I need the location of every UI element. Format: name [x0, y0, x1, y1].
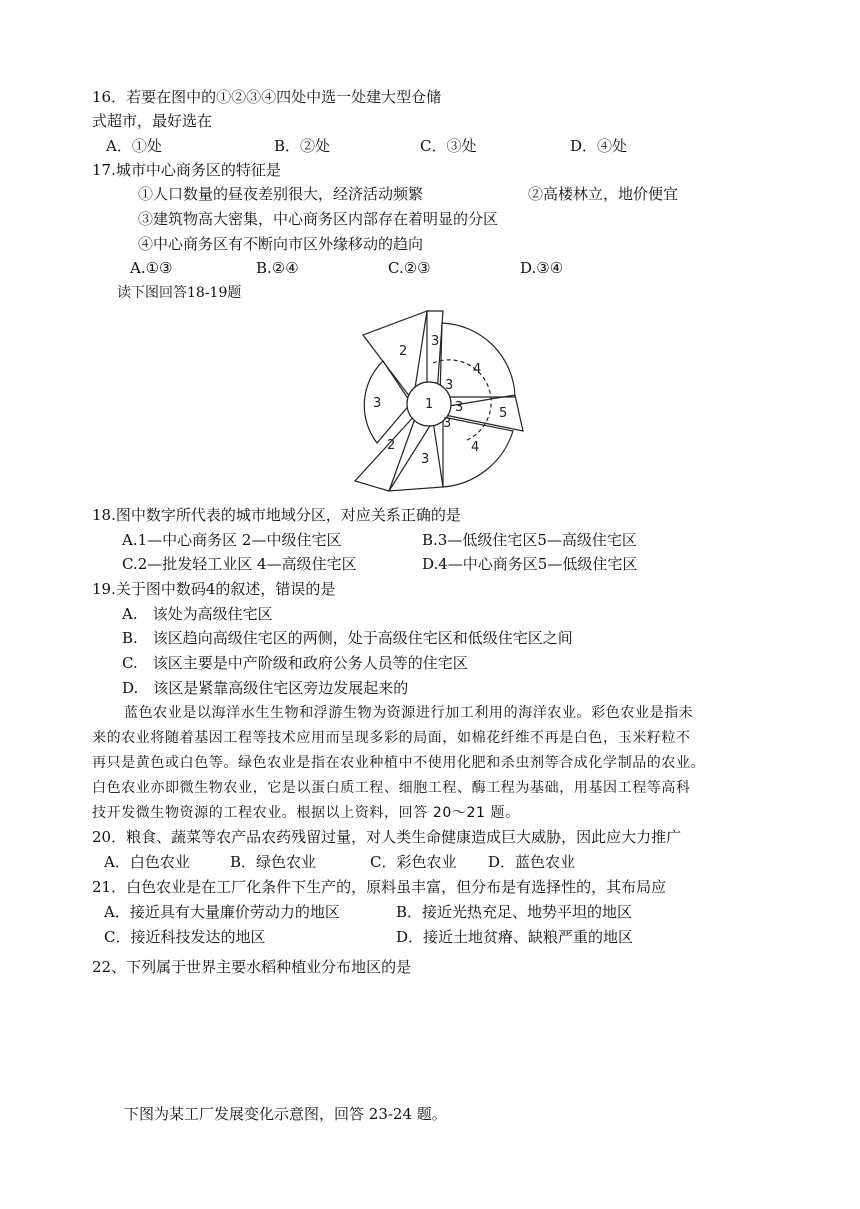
q20-option-b: B．绿色农业 [230, 853, 317, 871]
q17-option-d: D.③④ [520, 259, 564, 277]
q21-option-d: D．接近土地贫瘠、缺粮严重的地区 [396, 928, 634, 946]
q16-option-d: D．④处 [570, 137, 628, 155]
q21-option-b: B．接近光热充足、地势平坦的地区 [396, 903, 633, 921]
passage-line-2: 来的农业将随着基因工程等技术应用而呈现多彩的局面，如棉花纤维不再是白色，玉米籽粒不 [92, 730, 691, 746]
label-5: 5 [499, 406, 508, 421]
q16-option-c: C．③处 [420, 137, 477, 155]
label-3-top: 3 [431, 334, 440, 349]
q22-stem: 22、下列属于世界主要水稻种植业分布地区的是 [92, 958, 412, 976]
q17-item-4: ④中心商务区有不断向市区外缘移动的趋向 [138, 235, 424, 253]
label-3-inner-right: 3 [455, 400, 464, 415]
q21-option-c: C．接近科技发达的地区 [104, 928, 266, 946]
q20-option-d: D．蓝色农业 [488, 853, 576, 871]
q21-option-a: A．接近具有大量廉价劳动力的地区 [104, 903, 340, 921]
q17-option-a: A.①③ [130, 259, 173, 277]
q16-option-a: A．①处 [106, 137, 162, 155]
sector-3-bottom [389, 421, 443, 491]
label-3-inner-bottom: 3 [443, 416, 452, 431]
q21-stem: 21．白色农业是在工厂化条件下生产的，原料虽丰富，但分布是有选择性的，其布局应 [92, 878, 667, 896]
q17-item-3: ③建筑物高大密集，中心商务区内部存在着明显的分区 [138, 210, 499, 228]
q17-item-2: ②高楼林立，地价便宜 [528, 185, 679, 203]
q16-option-b: B．②处 [274, 137, 331, 155]
urban-zone-diagram [345, 303, 545, 503]
read-prompt-18-19: 读下图回答18-19题 [117, 285, 242, 301]
q18-option-c: C.2—批发轻工业区 4—高级住宅区 [122, 555, 357, 573]
label-2-top: 2 [399, 344, 408, 359]
label-4-lower: 4 [471, 440, 480, 455]
q19-stem: 19.关于图中数码4的叙述，错误的是 [92, 580, 336, 598]
q19-option-a: A. 该处为高级住宅区 [122, 605, 273, 623]
label-1: 1 [425, 397, 434, 412]
q17-option-b: B.②④ [256, 259, 299, 277]
q17-stem: 17.城市中心商务区的特征是 [92, 161, 281, 179]
q18-option-a: A.1—中心商务区 2—中级住宅区 [122, 531, 342, 549]
q20-option-c: C．彩色农业 [370, 853, 457, 871]
label-3-inner-top: 3 [445, 378, 454, 393]
q20-option-a: A．白色农业 [104, 853, 190, 871]
passage-line-4: 白色农业亦即微生物农业，它是以蛋白质工程、细胞工程、酶工程为基础，用基因工程等高科 [92, 780, 691, 796]
sector-2-bottom [355, 413, 417, 491]
q19-option-c: C. 该区主要是中产阶级和政府公务人员等的住宅区 [122, 654, 468, 672]
q17-option-c: C.②③ [388, 259, 431, 277]
label-2-bottom: 2 [387, 438, 396, 453]
q18-stem: 18.图中数字所代表的城市地域分区，对应关系正确的是 [92, 506, 461, 524]
q18-option-b: B.3—低级住宅区5—高级住宅区 [422, 531, 637, 549]
q19-option-b: B. 该区趋向高级住宅区的两侧，处于高级住宅区和低级住宅区之间 [122, 629, 573, 647]
passage-line-3: 再只是黄色或白色等。绿色农业是指在农业种植中不使用化肥和杀虫剂等合成化学制品的农业。 [92, 755, 706, 771]
passage-line-5: 技开发微生物资源的工程农业。根据以上资料，回答 20～21 题。 [92, 805, 520, 821]
q17-item-1: ①人口数量的昼夜差别很大，经济活动频繁 [138, 185, 424, 203]
q18-option-d: D.4—中心商务区5—低级住宅区 [422, 555, 638, 573]
q20-stem: 20．粮食、蔬菜等农产品农药残留过量，对人类生命健康造成巨大威胁，因此应大力推广 [92, 828, 682, 846]
sector-3-left [364, 361, 411, 443]
read-prompt-23-24: 下图为某工厂发展变化示意图，回答 23-24 题。 [124, 1105, 447, 1123]
passage-line-1: 蓝色农业是以海洋水生生物和浮游生物为资源进行加工利用的海洋农业。彩色农业是指未 [124, 705, 694, 721]
q19-option-d: D. 该区是紧靠高级住宅区旁边发展起来的 [122, 679, 409, 697]
label-3-left: 3 [373, 396, 382, 411]
q16-stem-line1: 16．若要在图中的①②③④四处中选一处建大型仓储 [92, 88, 442, 106]
q16-stem-line2: 式超市，最好选在 [92, 112, 213, 130]
label-4-upper: 4 [473, 362, 482, 377]
label-3-bottom: 3 [421, 452, 430, 467]
